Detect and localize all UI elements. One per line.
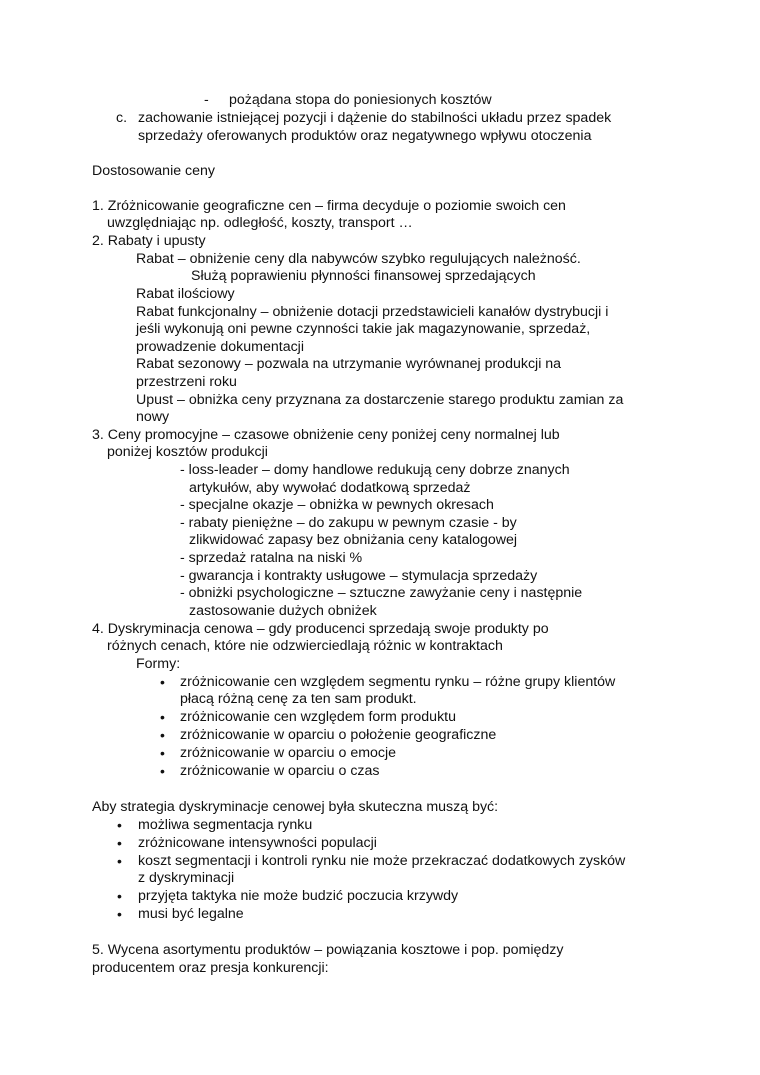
condition-item-cont: z dyskryminacji [138,870,235,886]
condition-item: przyjęta taktyka nie może budzić poczucia krzywdy [138,888,459,904]
s3-item: - gwarancja i kontrakty usługowe – stymulacja sprzedaży [180,568,538,584]
s3-item: - rabaty pieniężne – do zakupu w pewnym czasie - by [180,515,517,531]
section-heading: Dostosowanie ceny [92,163,216,179]
list-marker-c: c. [116,110,128,126]
item-c-line1: zachowanie istniejącej pozycji i dążenie do stabilności układu przez spadek [138,110,612,126]
bullet-icon: • [117,817,122,833]
s3-item-cont: zastosowanie dużych obniżek [189,603,377,619]
s1-line1: 1. Zróżnicowanie geograficzne cen – firma decyduje o poziomie swoich cen [92,198,566,214]
s3-item: - loss-leader – domy handlowe redukują ceny dobrze znanych [180,462,570,478]
bullet-icon: • [160,674,165,690]
s2-sezonowy-1: Rabat sezonowy – pozwala na utrzymanie wyrównanej produkcji na [136,356,562,372]
s4-form-item-cont: płacą różną cenę za ten sam produkt. [180,691,417,707]
s4-form-item: zróżnicowanie w oparciu o położenie geograficzne [180,727,497,743]
s4-form-item: zróżnicowanie cen względem form produktu [180,709,456,725]
s2-rabat: Rabat – obniżenie ceny dla nabywców szybko regulujących należność. [136,251,581,267]
s3-item: - obniżki psychologiczne – sztuczne zawyżanie ceny i następnie [180,585,583,601]
s4-forms-label: Formy: [136,656,181,672]
s2-rabat-note: Służą poprawieniu płynności finansowej sprzedających [191,268,536,284]
conditions-intro: Aby strategia dyskryminacje cenowej była skuteczna muszą być: [92,799,499,815]
s2-upust-1: Upust – obniżka ceny przyznana za dostarczenie starego produktu zamian za [136,392,624,408]
s2-funkcjonalny-3: prowadzenie dokumentacji [136,339,304,355]
bullet-icon: • [117,835,122,851]
s5-line2: producentem oraz presja konkurencji: [92,960,329,976]
s2-funkcjonalny-1: Rabat funkcjonalny – obniżenie dotacji przedstawicieli kanałów dystrybucji i [136,304,609,320]
s3-item-cont: zlikwidować zapasy bez obniżania ceny katalogowej [189,532,518,548]
s3-item: - specjalne okazje – obniżka w pewnych okresach [180,497,494,513]
s3-item: - sprzedaż ratalna na niski % [180,550,363,566]
s2-title: 2. Rabaty i upusty [92,233,206,249]
dash-item: pożądana stopa do poniesionych kosztów [229,92,492,108]
condition-item: możliwa segmentacja rynku [138,817,313,833]
bullet-icon: • [160,745,165,761]
item-c-line2: sprzedaży oferowanych produktów oraz negatywnego wpływu otoczenia [138,128,592,144]
s1-line2: uwzględniając np. odległość, koszty, transport … [107,215,413,231]
bullet-icon: • [117,853,122,869]
s3-line1: 3. Ceny promocyjne – czasowe obniżenie ceny poniżej ceny normalnej lub [92,427,560,443]
s4-form-item: zróżnicowanie w oparciu o czas [180,763,380,779]
condition-item: zróżnicowane intensywności populacji [138,835,377,851]
s2-sezonowy-2: przestrzeni roku [136,374,237,390]
condition-item: musi być legalne [138,906,244,922]
bullet-icon: • [117,888,122,904]
dash-marker: - [204,92,209,108]
bullet-icon: • [117,906,122,922]
s2-rabat-ilosciowy: Rabat ilościowy [136,286,235,302]
s4-form-item: zróżnicowanie w oparciu o emocje [180,745,397,761]
bullet-icon: • [160,709,165,725]
s3-line2: poniżej kosztów produkcji [107,444,268,460]
s5-line1: 5. Wycena asortymentu produktów – powiązania kosztowe i pop. pomiędzy [92,942,564,958]
bullet-icon: • [160,727,165,743]
s4-line2: różnych cenach, które nie odzwierciedlają różnic w kontraktach [107,638,503,654]
s3-item-cont: artykułów, aby wywołać dodatkową sprzedaż [189,480,471,496]
s2-upust-2: nowy [136,409,170,425]
s4-form-item: zróżnicowanie cen względem segmentu rynku – różne grupy klientów [180,674,616,690]
bullet-icon: • [160,763,165,779]
s2-funkcjonalny-2: jeśli wykonują oni pewne czynności takie jak magazynowanie, sprzedaż, [136,321,591,337]
s4-line1: 4. Dyskryminacja cenowa – gdy producenci sprzedają swoje produkty po [92,621,549,637]
condition-item: koszt segmentacji i kontroli rynku nie może przekraczać dodatkowych zysków [138,853,626,869]
